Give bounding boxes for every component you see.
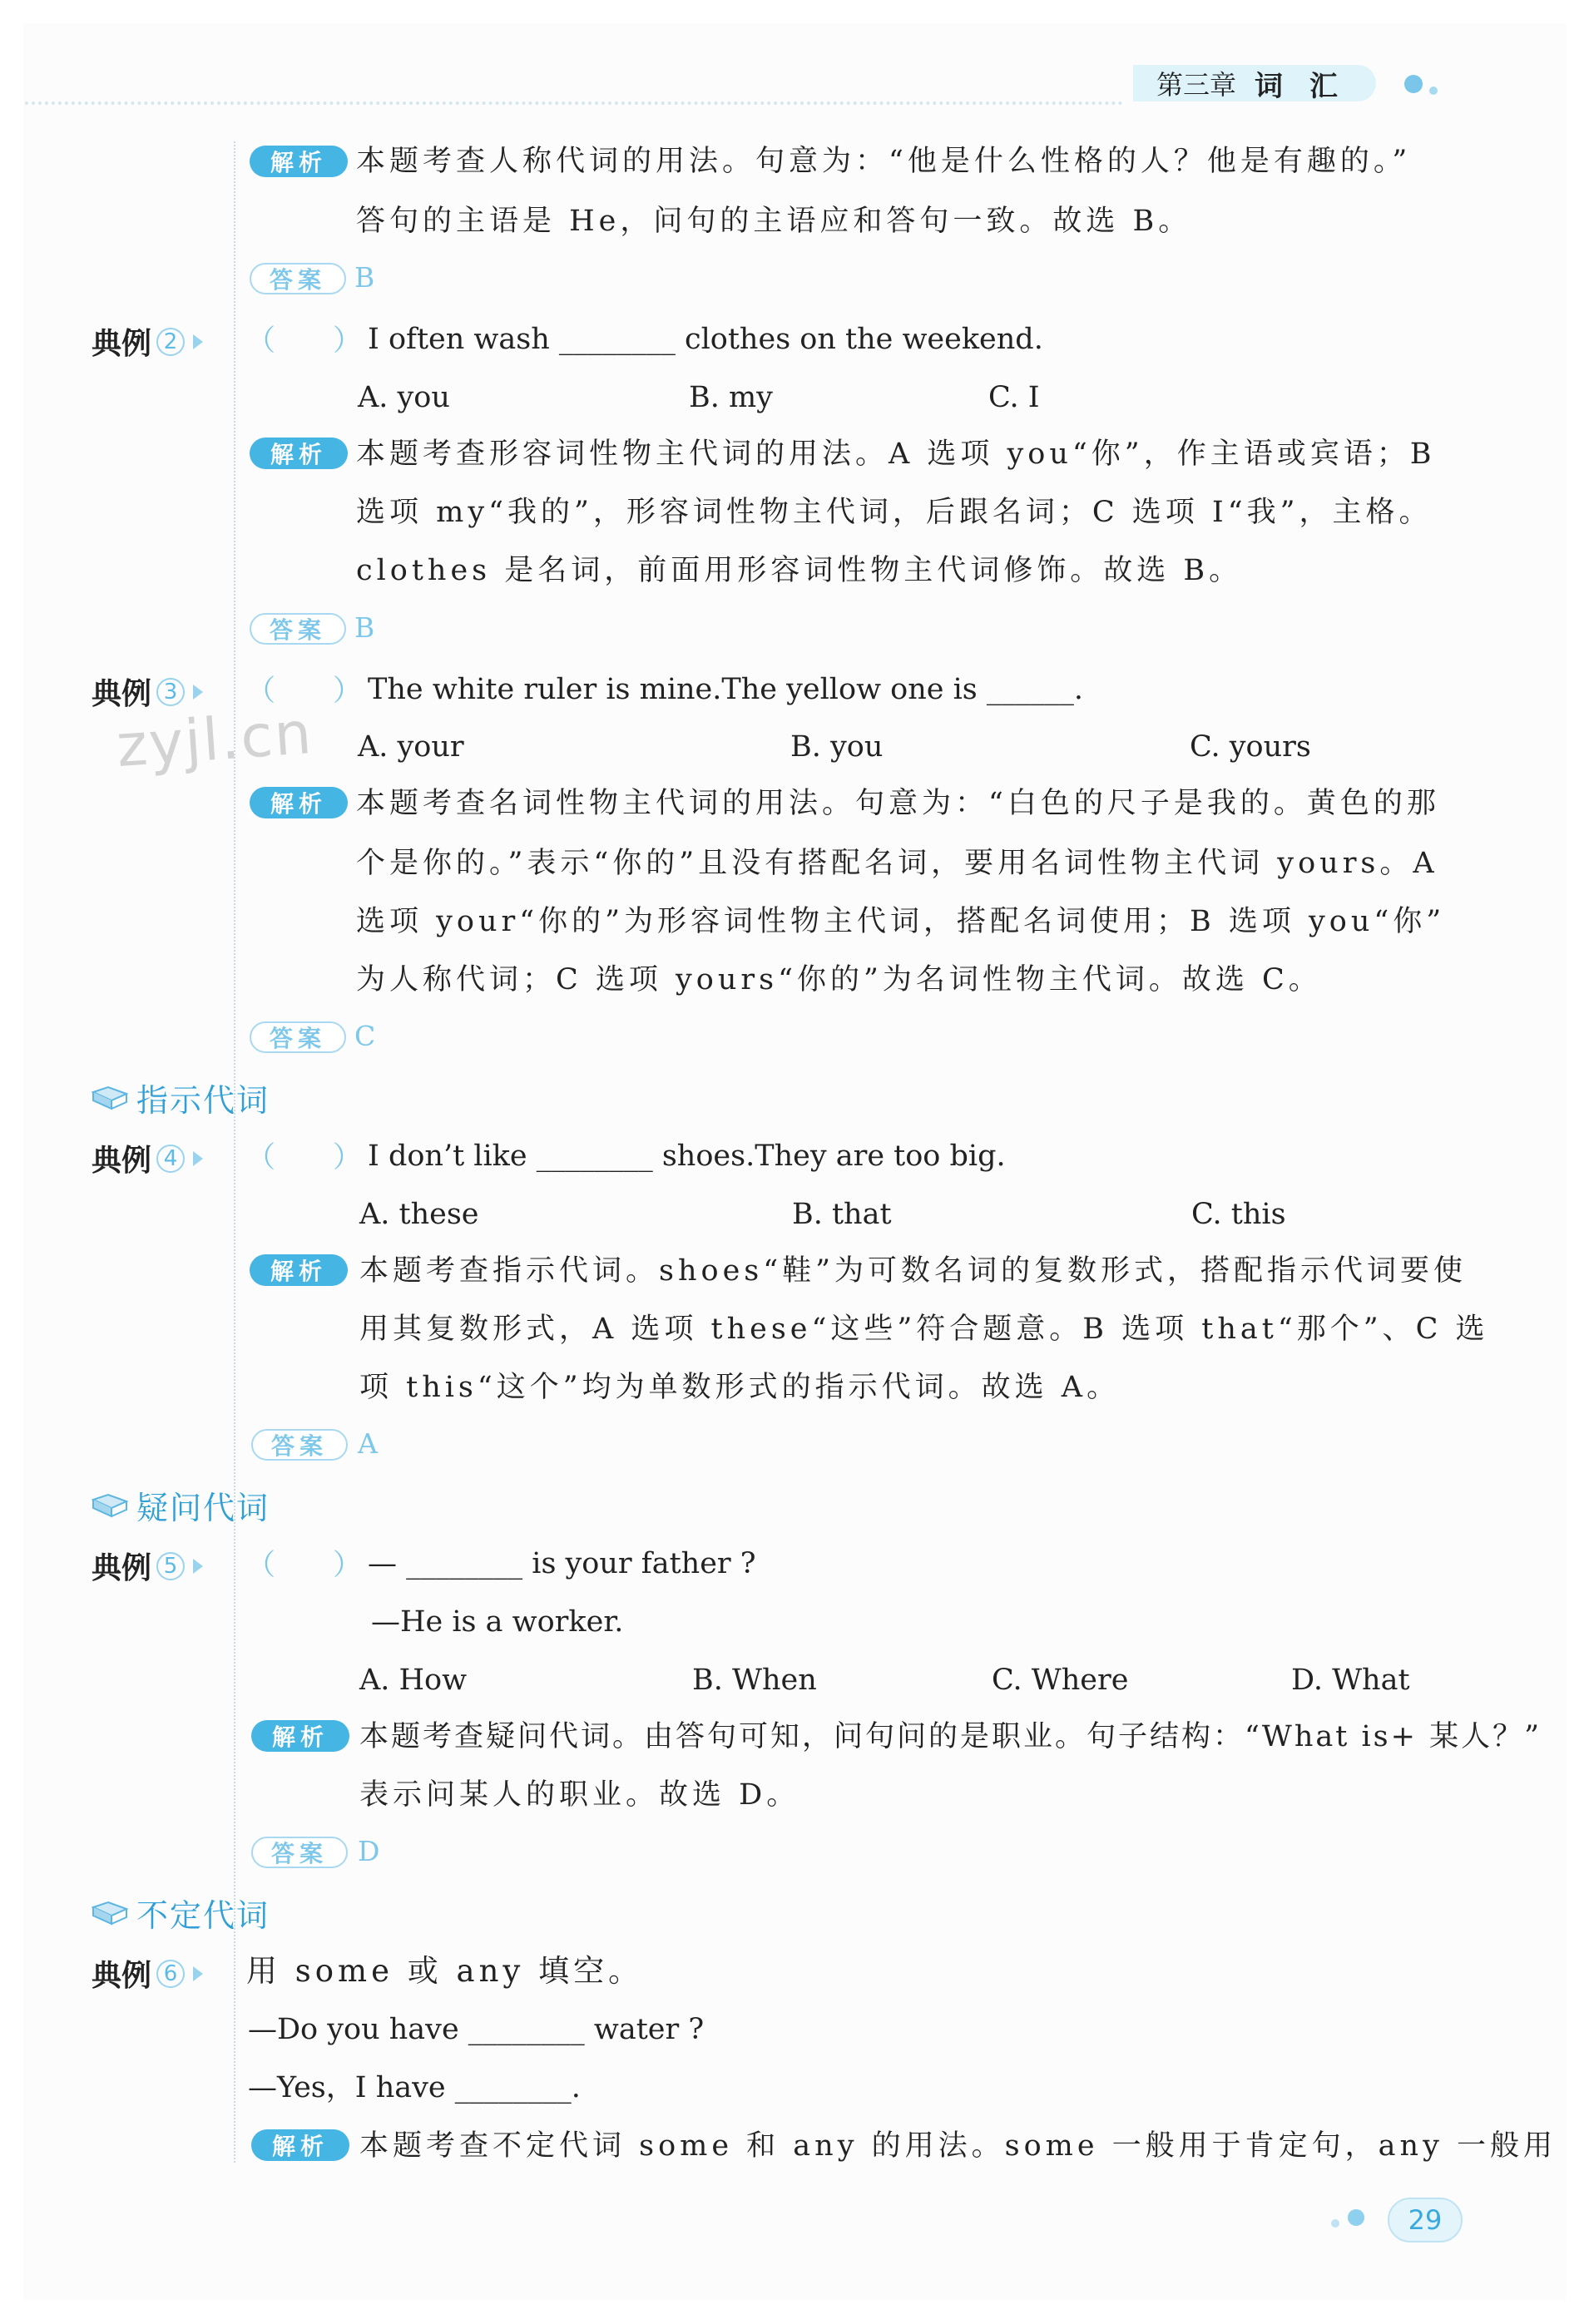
example-label: 典例 bbox=[92, 327, 152, 361]
margin-guide bbox=[234, 141, 235, 2163]
example-number: 4 bbox=[156, 1145, 185, 1173]
analysis-label: 解析 bbox=[250, 787, 348, 818]
answer-value: C bbox=[354, 1020, 376, 1052]
analysis-line: 选项 my“我的”，形容词性物主代词，后跟名词；C 选项 I“我”，主格。 bbox=[356, 496, 1433, 529]
analysis-label: 解析 bbox=[251, 1720, 349, 1752]
book-icon bbox=[92, 1899, 128, 1927]
option-b: B. my bbox=[689, 381, 773, 414]
option-a: A. these bbox=[359, 1198, 479, 1231]
header-dot-small-icon bbox=[1429, 87, 1438, 95]
answer-value: B bbox=[354, 261, 375, 294]
analysis-line: 为人称代词；C 选项 yours“你的”为名词性物主代词。故选 C。 bbox=[356, 963, 1322, 996]
section-heading-demonstrative bbox=[92, 1075, 270, 1120]
chapter-header bbox=[1133, 65, 1376, 101]
page-dot-small-icon bbox=[1331, 2219, 1339, 2228]
chapter-title: 第三章 bbox=[1156, 69, 1237, 101]
page-number: 29 bbox=[1388, 2198, 1463, 2242]
answer-bracket-close: ） bbox=[333, 324, 363, 358]
answer-label: 答案 bbox=[250, 1021, 346, 1053]
analysis-line: 本题考查形容词性物主代词的用法。A 选项 you“你”，作主语或宾语；B bbox=[356, 438, 1436, 471]
triangle-icon bbox=[193, 334, 203, 349]
example-number: 5 bbox=[156, 1552, 185, 1580]
example-label: 典例 bbox=[92, 1144, 152, 1178]
book-icon bbox=[92, 1491, 128, 1520]
option-c: C. Where bbox=[992, 1664, 1129, 1697]
analysis-label: 解析 bbox=[250, 438, 348, 469]
analysis-line: 本题考查不定代词 some 和 any 的用法。some 一般用于肯定句，any 一般用 bbox=[359, 2129, 1557, 2163]
watermark: zyjl.cn bbox=[114, 698, 315, 781]
example-label: 典例 bbox=[92, 1551, 152, 1585]
answer-label: 答案 bbox=[251, 1429, 348, 1461]
section-title: 指示代词 bbox=[136, 1082, 270, 1119]
analysis-line: 本题考查名词性物主代词的用法。句意为：“白色的尺子是我的。黄色的那 bbox=[356, 787, 1440, 820]
example-6-marker bbox=[92, 1952, 203, 1995]
option-d: D. What bbox=[1291, 1664, 1410, 1697]
section-heading-interrogative bbox=[92, 1482, 270, 1528]
answer-bracket-open: （ bbox=[246, 324, 276, 358]
analysis-line: 本题考查疑问代词。由答句可知，问句问的是职业。句子结构：“What is+ 某人？” bbox=[359, 1720, 1542, 1753]
example-number: 6 bbox=[156, 1960, 185, 1988]
dialogue-line: —Do you have ________ water ? bbox=[248, 2013, 705, 2046]
option-c: C. this bbox=[1191, 1198, 1286, 1231]
analysis-line: 本题考查指示代词。shoes“鞋”为可数名词的复数形式，搭配指示代词要使 bbox=[359, 1254, 1468, 1288]
instruction-text: 用 some 或 any 填空。 bbox=[246, 1953, 644, 1989]
answer-value: A bbox=[358, 1427, 378, 1460]
example-label: 典例 bbox=[92, 1959, 152, 1993]
answer-value: B bbox=[354, 611, 375, 644]
section-title: 不定代词 bbox=[136, 1897, 270, 1934]
section-title: 疑问代词 bbox=[136, 1490, 270, 1526]
triangle-icon bbox=[193, 1559, 203, 1574]
answer-label: 答案 bbox=[250, 263, 346, 294]
option-b: B. that bbox=[792, 1198, 892, 1231]
analysis-line: 本题考查人称代词的用法。句意为：“他是什么性格的人？他是有趣的。” bbox=[356, 145, 1412, 178]
analysis-label: 解析 bbox=[250, 1254, 348, 1286]
example-2-marker bbox=[92, 320, 203, 363]
answer-bracket-open: （ bbox=[246, 1549, 276, 1582]
header-divider bbox=[25, 101, 1123, 105]
answer-label: 答案 bbox=[250, 613, 346, 645]
option-c: C. I bbox=[988, 381, 1040, 414]
example-5-marker bbox=[92, 1545, 203, 1587]
example-label: 典例 bbox=[92, 677, 152, 711]
question-text: I don’t like ________ shoes.They are too big. bbox=[368, 1140, 1006, 1173]
reply-text: —He is a worker. bbox=[371, 1605, 624, 1639]
answer-bracket-close: ） bbox=[333, 1141, 363, 1174]
answer-value: D bbox=[358, 1835, 380, 1867]
analysis-line: 答句的主语是 He，问句的主语应和答句一致。故选 B。 bbox=[356, 205, 1192, 238]
analysis-line: clothes 是名词，前面用形容词性物主代词修饰。故选 B。 bbox=[356, 554, 1243, 587]
analysis-line: 用其复数形式，A 选项 these“这些”符合题意。B 选项 that“那个”、C 选 bbox=[359, 1313, 1489, 1346]
example-4-marker bbox=[92, 1137, 203, 1179]
section-heading-indefinite bbox=[92, 1890, 270, 1936]
example-number: 3 bbox=[156, 678, 185, 706]
answer-bracket-close: ） bbox=[333, 1549, 363, 1582]
analysis-line: 选项 your“你的”为形容词性物主代词，搭配名词使用；B 选项 you“你” bbox=[356, 905, 1446, 938]
analysis-label: 解析 bbox=[251, 2129, 349, 2161]
dialogue-line: —Yes，I have ________. bbox=[248, 2071, 581, 2104]
triangle-icon bbox=[193, 685, 203, 700]
answer-bracket-open: （ bbox=[246, 675, 276, 708]
option-c: C. yours bbox=[1190, 730, 1311, 764]
analysis-line: 表示问某人的职业。故选 D。 bbox=[359, 1778, 800, 1812]
triangle-icon bbox=[193, 1151, 203, 1166]
answer-bracket-open: （ bbox=[246, 1141, 276, 1174]
question-text: — ________ is your father ? bbox=[368, 1547, 756, 1580]
option-a: A. you bbox=[358, 381, 450, 414]
header-dot-icon bbox=[1404, 75, 1423, 93]
option-a: A. your bbox=[358, 730, 464, 764]
book-icon bbox=[92, 1084, 128, 1112]
answer-bracket-close: ） bbox=[333, 675, 363, 708]
question-text: I often wash ________ clothes on the weekend. bbox=[368, 323, 1043, 356]
option-b: B. When bbox=[692, 1664, 817, 1697]
chapter-topic: 词 汇 bbox=[1255, 69, 1346, 103]
analysis-line: 项 this“这个”均为单数形式的指示代词。故选 A。 bbox=[359, 1371, 1121, 1404]
page-dot-icon bbox=[1348, 2209, 1364, 2226]
example-number: 2 bbox=[156, 328, 185, 356]
option-b: B. you bbox=[790, 730, 884, 764]
answer-label: 答案 bbox=[251, 1837, 348, 1868]
triangle-icon bbox=[193, 1966, 203, 1981]
analysis-line: 个是你的。”表示“你的”且没有搭配名词，要用名词性物主代词 yours。A bbox=[356, 847, 1438, 880]
option-a: A. How bbox=[359, 1664, 468, 1697]
analysis-label: 解析 bbox=[250, 146, 348, 177]
question-text: The white ruler is mine.The yellow one is ______. bbox=[368, 673, 1084, 706]
